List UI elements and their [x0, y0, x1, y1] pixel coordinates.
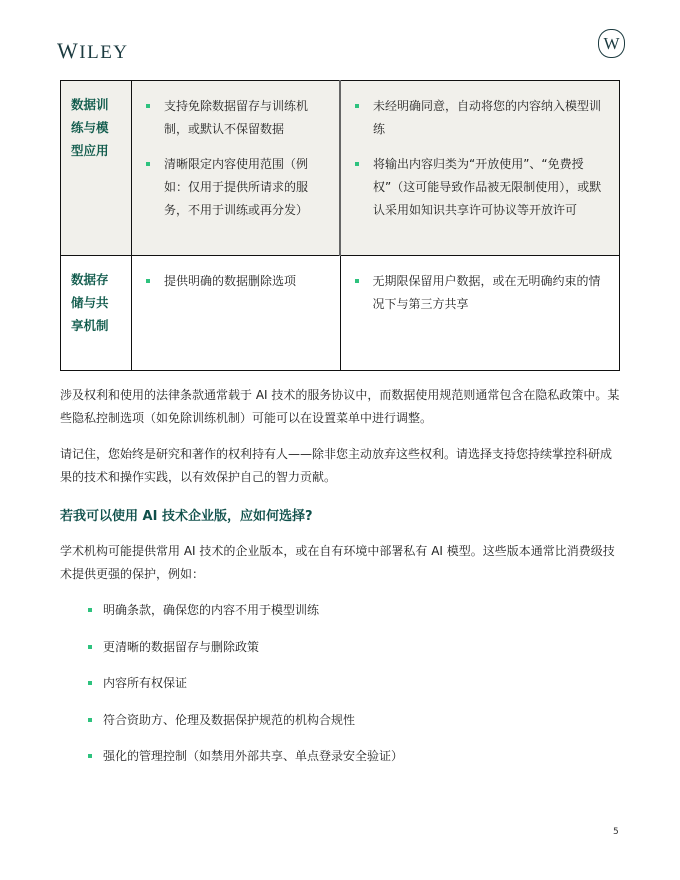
logo-rest: ILEY — [79, 42, 129, 63]
bullet-icon — [88, 681, 92, 685]
bullet-icon — [355, 279, 359, 283]
row-label — [61, 81, 132, 256]
bullet-icon — [88, 608, 92, 612]
row-label-line: 数据训 — [71, 97, 109, 112]
row-label-line: 型应用 — [71, 143, 109, 158]
list-item-text: 内容所有权保证 — [103, 676, 188, 690]
list-item — [88, 710, 403, 747]
list-item — [88, 673, 403, 710]
bullet-icon — [355, 162, 359, 166]
list-item — [373, 95, 609, 141]
logo-initial: W — [57, 38, 80, 63]
list-item-text: 符合资助方、伦理及数据保护规范的机构合规性 — [103, 712, 356, 727]
list-item — [164, 95, 329, 141]
list-item — [88, 746, 403, 783]
bullet-icon — [88, 754, 92, 758]
row-label-line: 储与共 — [71, 295, 109, 310]
paragraph-legal-terms: 涉及权利和使用的法律条款通常载于 AI 技术的服务协议中，而数据使用规范则通常包含在隐私政策中。某些隐私控制选项（如免除训练机制）可能可以在设置菜单中进行调整。 — [60, 388, 620, 425]
list-item-text: 强化的管理控制（如禁用外部共享、单点登录安全验证） — [103, 749, 404, 763]
good-practices-cell — [132, 81, 341, 256]
list-item — [88, 637, 403, 674]
list-item-text: 无期限保留用户数据，或在无明确约束的情况下与第三方共享 — [372, 274, 601, 311]
bullet-icon — [146, 162, 150, 166]
list-item-text: 清晰限定内容使用范围（例如：仅用于提供所请求的服务，不用于训练或再分发） — [164, 157, 309, 217]
list-item-text: 支持免除数据留存与训练机制，或默认不保留数据 — [164, 99, 309, 136]
paragraph-enterprise-intro: 学术机构可能提供常用 AI 技术的企业版本，或在自有环境中部署私有 AI 模型。这些版本通常比消费级技术提供更强的保护，例如： — [60, 544, 615, 581]
list-item-text: 提供明确的数据删除选项 — [164, 274, 297, 288]
list-item — [373, 153, 609, 222]
row-label-line: 练与模 — [71, 120, 109, 135]
list-item-text: 更清晰的数据留存与删除政策 — [103, 639, 260, 654]
bullet-icon — [355, 104, 359, 108]
bullet-icon — [88, 718, 92, 722]
good-practices-cell — [132, 256, 341, 371]
table-row — [61, 81, 620, 256]
row-label-line: 享机制 — [71, 318, 109, 333]
list-item — [88, 600, 403, 637]
enterprise-benefits-list — [88, 600, 403, 783]
paragraph-rights-reminder: 请记住，您始终是研究和著作的权利持有人——除非您主动放弃这些权利。请选择支持您持续掌控科研成果的技术和操作实践，以有效保护自己的智力贡献。 — [60, 447, 613, 484]
list-item — [164, 153, 329, 222]
list-item-text: 明确条款，确保您的内容不用于模型训练 — [103, 603, 320, 617]
list-item-text: 将输出内容归类为“开放使用”、“免费授权”（这可能导致作品被无限制使用），或默认采用如知识共享许可协议等开放许可 — [373, 157, 602, 217]
table-row — [61, 256, 620, 371]
list-item-text: 未经明确同意，自动将您的内容纳入模型训练 — [373, 99, 602, 136]
section-heading: 若我可以使用 AI 技术企业版，应如何选择? — [60, 509, 313, 524]
row-label-line: 数据存 — [71, 272, 109, 287]
bullet-icon — [88, 645, 92, 649]
page-number: 5 — [613, 827, 619, 837]
list-item — [373, 270, 610, 316]
bullet-icon — [146, 279, 150, 283]
logo-mark-letter: W — [603, 33, 620, 53]
bullet-icon — [146, 104, 150, 108]
wiley-w-mark-icon — [598, 29, 625, 58]
red-flags-cell — [340, 81, 620, 256]
practices-table — [60, 80, 620, 371]
list-item — [164, 270, 330, 293]
wiley-logo — [57, 38, 129, 64]
red-flags-cell — [340, 256, 620, 371]
row-label — [61, 256, 132, 371]
